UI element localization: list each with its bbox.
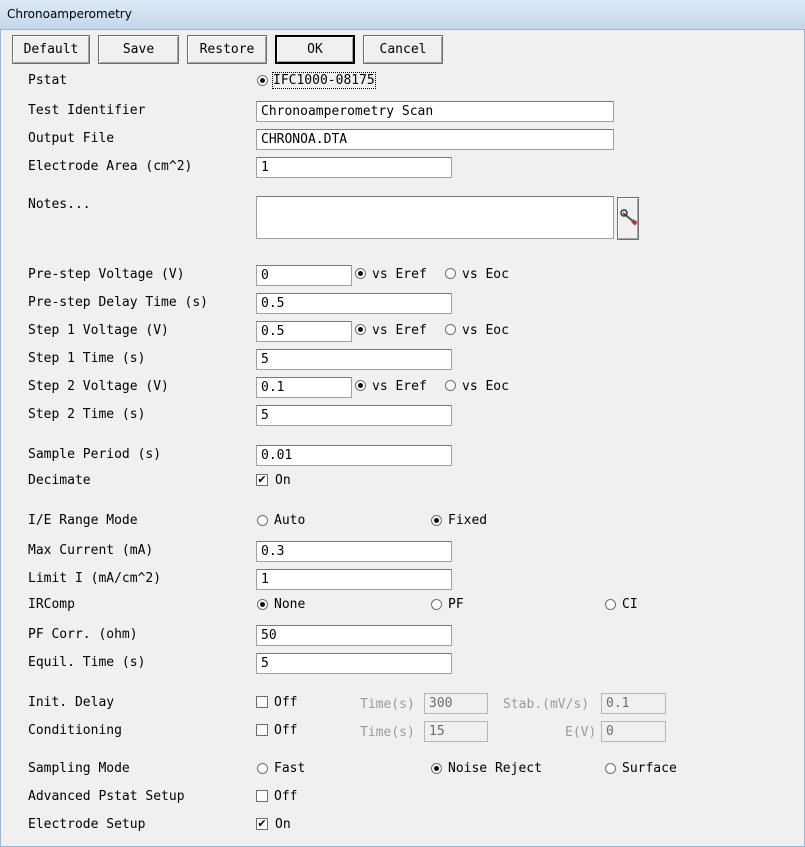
test-identifier-input[interactable]: Chronoamperometry Scan bbox=[256, 101, 614, 122]
ie-range-auto-radio[interactable] bbox=[257, 515, 268, 526]
notes-edit-button[interactable] bbox=[617, 197, 639, 240]
step1-vs-eoc-label: vs Eoc bbox=[462, 323, 509, 338]
init-delay-label: Init. Delay bbox=[28, 695, 115, 710]
ircomp-pf-radio[interactable] bbox=[431, 599, 442, 610]
default-button[interactable]: Default bbox=[12, 35, 90, 64]
conditioning-e-input[interactable]: 0 bbox=[601, 721, 666, 742]
step1-voltage-input[interactable]: 0.5 bbox=[256, 321, 352, 342]
conditioning-option-label: Off bbox=[274, 723, 298, 738]
pf-corr-input[interactable]: 50 bbox=[256, 625, 452, 646]
step2-voltage-input[interactable]: 0.1 bbox=[256, 377, 352, 398]
pre-step-voltage-label: Pre-step Voltage (V) bbox=[28, 267, 185, 282]
equil-time-input[interactable]: 5 bbox=[256, 653, 452, 674]
decimate-label: Decimate bbox=[28, 473, 91, 488]
pre-step-vs-eoc-radio[interactable] bbox=[445, 268, 456, 279]
step1-voltage-label: Step 1 Voltage (V) bbox=[28, 323, 169, 338]
pre-step-voltage-input[interactable]: 0 bbox=[256, 265, 352, 286]
sampling-noise-reject-radio[interactable] bbox=[431, 763, 442, 774]
ircomp-none-radio[interactable] bbox=[257, 599, 268, 610]
electrode-area-label: Electrode Area (cm^2) bbox=[28, 159, 193, 174]
conditioning-time-input[interactable]: 15 bbox=[424, 721, 488, 742]
sampling-surface-label: Surface bbox=[622, 761, 677, 776]
pstat-option-label[interactable]: IFC1000-08175 bbox=[273, 73, 375, 88]
window-title: Chronoamperometry bbox=[7, 7, 132, 21]
conditioning-e-label: E(V) bbox=[565, 725, 597, 740]
decimate-checkbox[interactable]: ✔ bbox=[257, 473, 267, 486]
limit-i-label: Limit I (mA/cm^2) bbox=[28, 571, 162, 586]
sampling-mode-label: Sampling Mode bbox=[28, 761, 130, 776]
step2-time-label: Step 2 Time (s) bbox=[28, 407, 146, 422]
conditioning-time-label: Time(s) bbox=[360, 725, 415, 740]
electrode-setup-checkbox[interactable]: ✔ bbox=[257, 817, 267, 830]
step1-vs-eoc-radio[interactable] bbox=[445, 324, 456, 335]
advanced-pstat-checkbox[interactable] bbox=[256, 790, 268, 802]
init-delay-option-label: Off bbox=[274, 695, 298, 710]
sampling-noise-reject-label: Noise Reject bbox=[448, 761, 542, 776]
output-file-input[interactable]: CHRONOA.DTA bbox=[256, 129, 614, 150]
ie-range-fixed-label: Fixed bbox=[448, 513, 488, 528]
init-delay-checkbox[interactable] bbox=[256, 696, 268, 708]
pre-step-vs-eoc-label: vs Eoc bbox=[462, 267, 509, 282]
sampling-fast-label: Fast bbox=[274, 761, 306, 776]
sampling-fast-radio[interactable] bbox=[257, 763, 268, 774]
sample-period-label: Sample Period (s) bbox=[28, 447, 162, 462]
pre-step-vs-eref-radio[interactable] bbox=[355, 268, 366, 279]
electrode-setup-label: Electrode Setup bbox=[28, 817, 146, 832]
sampling-surface-radio[interactable] bbox=[605, 763, 616, 774]
pf-corr-label: PF Corr. (ohm) bbox=[28, 627, 138, 642]
cancel-button[interactable]: Cancel bbox=[363, 35, 443, 64]
equil-time-label: Equil. Time (s) bbox=[28, 655, 146, 670]
save-button[interactable]: Save bbox=[98, 35, 179, 64]
max-current-input[interactable]: 0.3 bbox=[256, 541, 452, 562]
step1-time-input[interactable]: 5 bbox=[256, 349, 452, 370]
step2-vs-eoc-radio[interactable] bbox=[445, 380, 456, 391]
step2-vs-eref-label: vs Eref bbox=[372, 379, 427, 394]
electrode-area-input[interactable]: 1 bbox=[256, 157, 452, 178]
pstat-radio[interactable] bbox=[257, 75, 268, 86]
pre-step-delay-input[interactable]: 0.5 bbox=[256, 293, 452, 314]
init-delay-time-label: Time(s) bbox=[360, 697, 415, 712]
advanced-pstat-label: Advanced Pstat Setup bbox=[28, 789, 185, 804]
ie-range-mode-label: I/E Range Mode bbox=[28, 513, 138, 528]
ircomp-none-label: None bbox=[274, 597, 306, 612]
step2-voltage-label: Step 2 Voltage (V) bbox=[28, 379, 169, 394]
max-current-label: Max Current (mA) bbox=[28, 543, 154, 558]
ie-range-fixed-radio[interactable] bbox=[431, 515, 442, 526]
ie-range-auto-label: Auto bbox=[274, 513, 306, 528]
pre-step-delay-label: Pre-step Delay Time (s) bbox=[28, 295, 209, 310]
step1-time-label: Step 1 Time (s) bbox=[28, 351, 146, 366]
step1-vs-eref-radio[interactable] bbox=[355, 324, 366, 335]
notes-textarea[interactable] bbox=[256, 196, 614, 239]
sample-period-input[interactable]: 0.01 bbox=[256, 445, 452, 466]
init-delay-stab-label: Stab.(mV/s) bbox=[503, 697, 590, 712]
wrench-icon bbox=[619, 208, 639, 228]
title-bar bbox=[0, 0, 805, 30]
ircomp-ci-radio[interactable] bbox=[605, 599, 616, 610]
restore-button[interactable]: Restore bbox=[187, 35, 267, 64]
ircomp-pf-label: PF bbox=[448, 597, 464, 612]
init-delay-time-input[interactable]: 300 bbox=[424, 693, 488, 714]
ircomp-label: IRComp bbox=[28, 597, 75, 612]
advanced-pstat-option-label: Off bbox=[274, 789, 298, 804]
decimate-option-label: On bbox=[275, 473, 291, 488]
step2-time-input[interactable]: 5 bbox=[256, 405, 452, 426]
pstat-label: Pstat bbox=[28, 73, 68, 88]
output-file-label: Output File bbox=[28, 131, 115, 146]
notes-label: Notes... bbox=[28, 197, 91, 212]
electrode-setup-option-label: On bbox=[275, 817, 291, 832]
ircomp-ci-label: CI bbox=[622, 597, 638, 612]
conditioning-label: Conditioning bbox=[28, 723, 122, 738]
step2-vs-eref-radio[interactable] bbox=[355, 380, 366, 391]
test-identifier-label: Test Identifier bbox=[28, 103, 146, 118]
pre-step-vs-eref-label: vs Eref bbox=[372, 267, 427, 282]
ok-button[interactable]: OK bbox=[275, 35, 355, 64]
init-delay-stab-input[interactable]: 0.1 bbox=[601, 693, 666, 714]
step1-vs-eref-label: vs Eref bbox=[372, 323, 427, 338]
conditioning-checkbox[interactable] bbox=[256, 724, 268, 736]
limit-i-input[interactable]: 1 bbox=[256, 569, 452, 590]
step2-vs-eoc-label: vs Eoc bbox=[462, 379, 509, 394]
